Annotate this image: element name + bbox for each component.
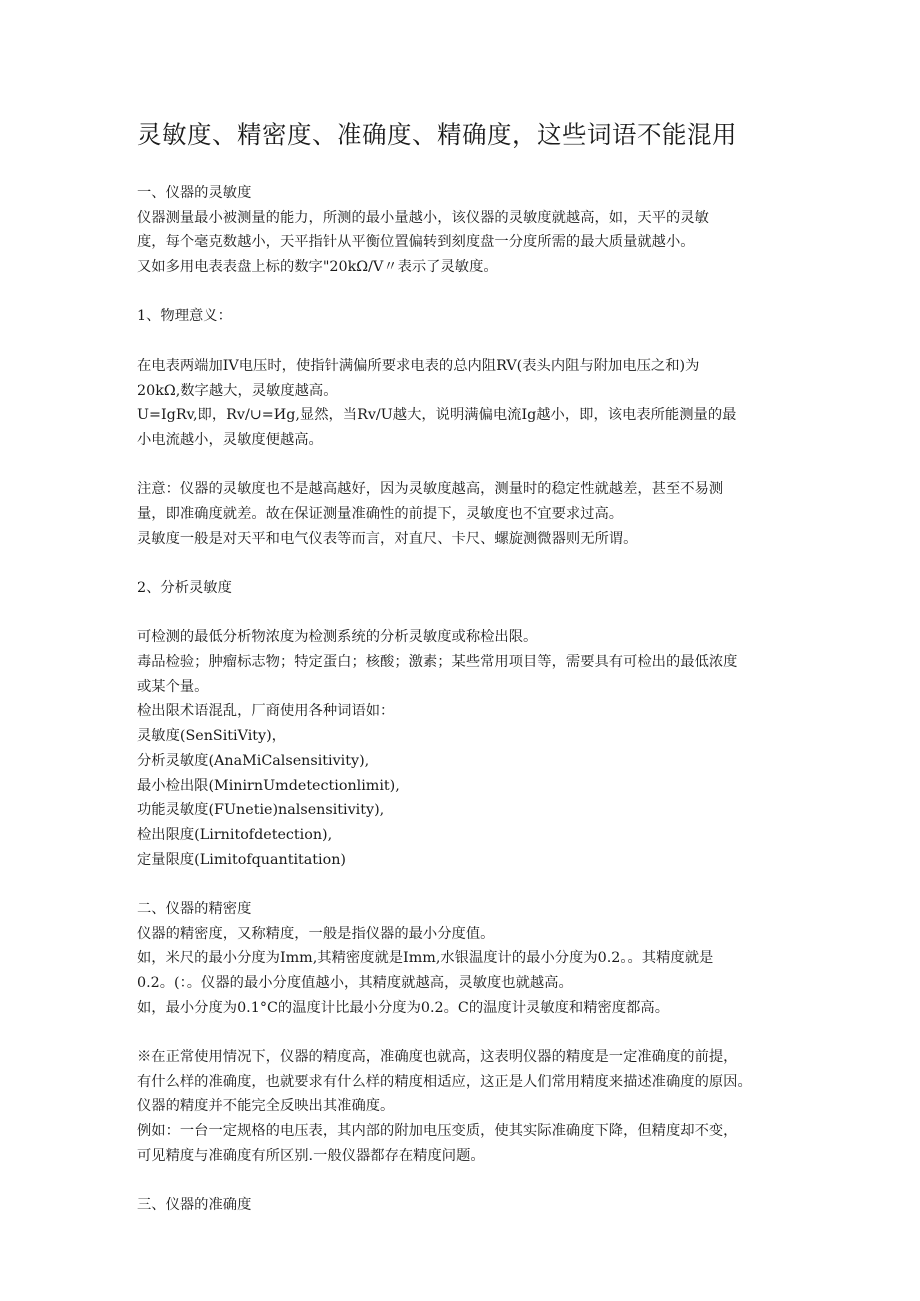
paragraph-line: 如，最小分度为0.1°C的温度计比最小分度为0.2。C的温度计灵敏度和精密度都高。 bbox=[137, 999, 669, 1016]
paragraph-line: 检出限度(Lirnitofdetection), bbox=[137, 826, 333, 843]
paragraph-line: 有什么样的准确度，也就要求有什么样的精度相适应，这正是人们常用精度来描述准确度的原因。 bbox=[137, 1073, 752, 1090]
paragraph-line: 在电表两端加IV电压时，使指针满偏所要求电表的总内阻RV(表头内阻与附加电压之和)为 bbox=[137, 357, 700, 374]
paragraph-line: 可检测的最低分析物浓度为检测系统的分析灵敏度或称检出限。 bbox=[137, 629, 538, 646]
paragraph-line: 例如：一台一定规格的电压表，其内部的附加电压变质，使其实际准确度下降，但精度却不变， bbox=[137, 1123, 738, 1140]
paragraph-line: 量，即准确度就差。故在保证测量准确性的前提下，灵敏度也不宜要求过高。 bbox=[137, 505, 624, 522]
paragraph-line: 毒品检验；肿瘤标志物；特定蛋白；核酸；激素；某些常用项目等，需要具有可检出的最低浓度 bbox=[137, 654, 738, 671]
paragraph-line: 仪器测量最小被测量的能力，所测的最小量越小，该仪器的灵敏度就越高，如，天平的灵敏 bbox=[137, 209, 709, 226]
paragraph-line: 可见精度与准确度有所区别.一般仪器都存在精度问题。 bbox=[137, 1147, 485, 1164]
paragraph-line: 注意：仪器的灵敏度也不是越高越好，因为灵敏度越高，测量时的稳定性就越差，甚至不易测 bbox=[137, 481, 724, 498]
paragraph-line: 灵敏度(SenSitiVity)， bbox=[137, 728, 286, 745]
blank-line bbox=[137, 551, 802, 576]
paragraph-line: 度，每个毫克数越小，天平指针从平衡位置偏转到刻度盘一分度所需的最大质量就越小。 bbox=[137, 234, 695, 251]
paragraph-line: 仪器的精度并不能完全反映出其准确度。 bbox=[137, 1098, 395, 1115]
paragraph-line: 功能灵敏度(FUnetie)nalsensitivity), bbox=[137, 802, 385, 819]
blank-line bbox=[137, 1169, 802, 1194]
paragraph-line: 20kΩ,数字越大，灵敏度越高。 bbox=[137, 382, 338, 399]
paragraph-line: 灵敏度一般是对天平和电气仪表等而言，对直尺、卡尺、螺旋测微器则无所谓。 bbox=[137, 530, 638, 547]
paragraph-line: 如，米尺的最小分度为Imm,其精密度就是Imm,水银温度计的最小分度为0.2。。其精度就是 bbox=[137, 950, 714, 967]
paragraph-line: 1、物理意义： bbox=[137, 308, 232, 325]
paragraph-line: 小电流越小，灵敏度便越高。 bbox=[137, 431, 323, 448]
document-body bbox=[137, 181, 802, 1218]
blank-line bbox=[137, 280, 802, 305]
blank-line bbox=[137, 872, 802, 897]
blank-line bbox=[137, 601, 802, 626]
paragraph-line: 又如多用电表表盘上标的数字"20kΩ/V〃表示了灵敏度。 bbox=[137, 259, 498, 276]
paragraph-line: 二、仪器的精密度 bbox=[137, 900, 252, 917]
paragraph-line: 2、分析灵敏度 bbox=[137, 580, 232, 596]
blank-line bbox=[137, 329, 802, 354]
paragraph-line: 检出限术语混乱，厂商使用各种词语如： bbox=[137, 703, 395, 720]
paragraph-line: 仪器的精密度，又称精度，一般是指仪器的最小分度值。 bbox=[137, 925, 495, 942]
blank-line bbox=[137, 453, 802, 478]
paragraph-line: 最小检出限(MinirnUmdetectionlimit), bbox=[137, 777, 400, 794]
paragraph-line: 三、仪器的准确度 bbox=[137, 1197, 252, 1214]
paragraph-line: 定量限度(Limitofquantitation) bbox=[137, 851, 346, 868]
paragraph-line: 或某个量。 bbox=[137, 678, 209, 695]
paragraph-line: U=IgRv,即，Rv/∪=Иg,显然，当Rv/U越大，说明满偏电流Ig越小，即，该电表所能测量的最 bbox=[137, 407, 737, 424]
paragraph-line: 0.2。(：。仪器的最小分度值越小，其精度就越高，灵敏度也就越高。 bbox=[137, 975, 573, 991]
paragraph-line: 一、仪器的灵敏度 bbox=[137, 185, 252, 201]
document-title: 灵敏度、精密度、准确度、精确度，这些词语不能混用 bbox=[137, 120, 737, 149]
paragraph-line: 分析灵敏度(AnaMiCalsensitivity), bbox=[137, 752, 370, 769]
blank-line bbox=[137, 1020, 802, 1045]
paragraph-line: ※在正常使用情况下，仪器的精度高，准确度也就高，这表明仪器的精度是一定准确度的前提， bbox=[137, 1049, 738, 1066]
